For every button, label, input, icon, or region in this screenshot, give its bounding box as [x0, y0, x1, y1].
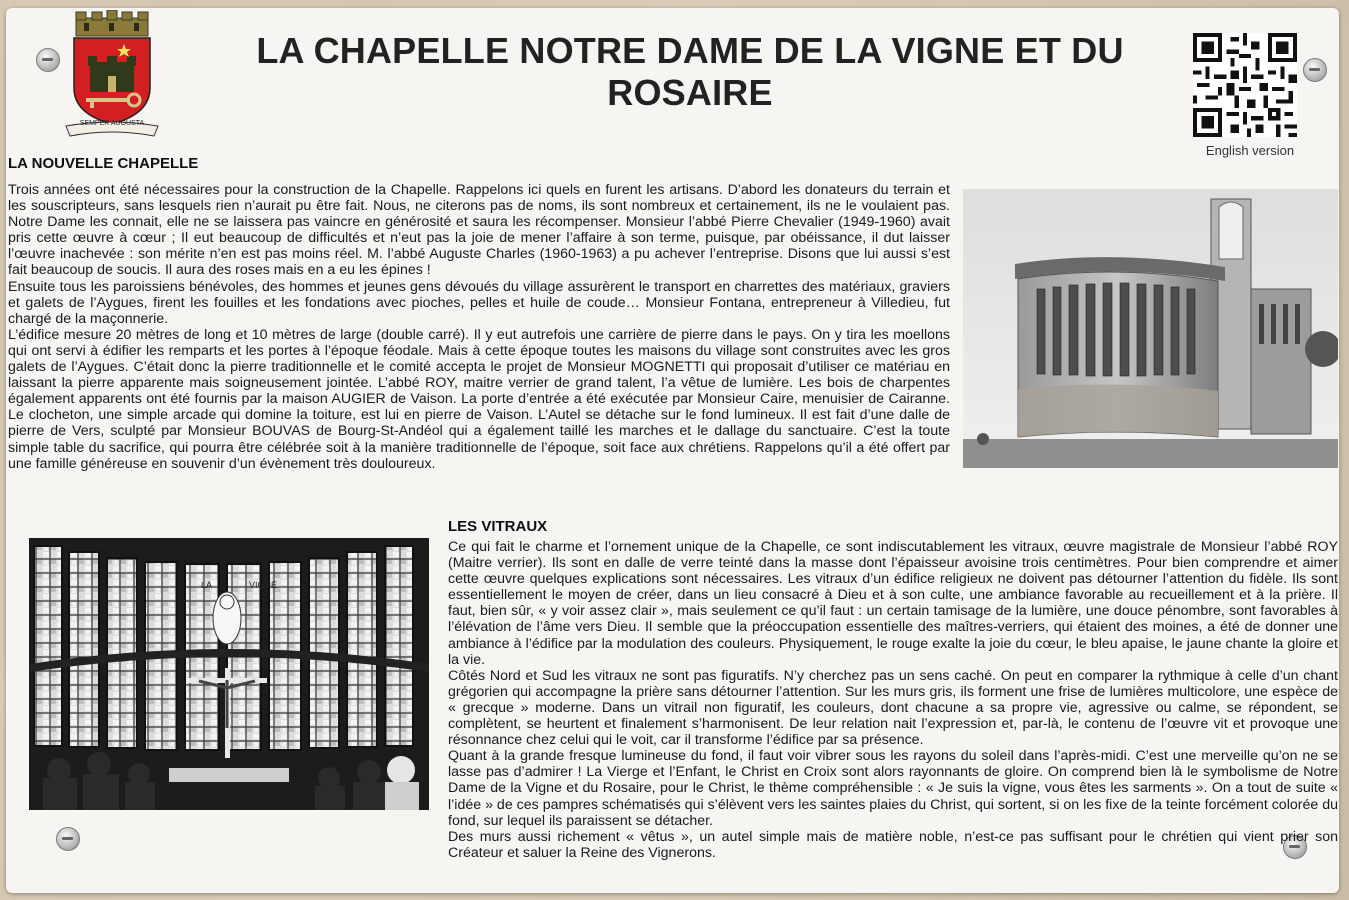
page-title: LA CHAPELLE NOTRE DAME DE LA VIGNE ET DU ROSAIRE: [256, 30, 1124, 113]
screw-top-left: [36, 48, 60, 72]
section-text-stained-glass: [448, 539, 1338, 861]
window-label-right: VIGNE: [249, 580, 278, 590]
paragraph: L’édifice mesure 20 mètres de long et 10 mètres de large (double carré). Il y eut autrefois une carrière de pierre dans le pays. On y tira les moellons qui ont servi à édifier les remparts et les portes à l’époque féodale. Mais à cette époque toutes les maisons du village sont construites avec les gros galets de l’Aygues. C’était donc la pierre traditionnelle et le comité accepta le projet de Monsieur MOGNETTI qui proposait d’utiliser ce matériau en laissant la pierre apparente mais soigneusement jointée. L’abbé ROY, maitre verrier de grand talent, l’a vêtue de lumière. Les bois de charpentes également apparents ont été fournis par la maison AUGIER de Vaison. La porte d’entrée a été exécutée par Monsieur Caire, menuisier de Cairanne. Le clocheton, une simple arcade qui domine la toiture, est lui en pierre de Vaison. L’Autel se détache sur le fond lumineux. Il est fait d’une dalle de pierre de Vers, sculpté par Monsieur BOUVAS de Bourg-St-Andéol qui a également taillé les marches et le dallage du sanctuaire. C’est la toute simple table du sacrifice, qui pourra être célébrée soit à la manière traditionnelle de l’époque, soit face aux chrétiens. Rappelons qu’il a été offert par une famille généreuse en souvenir d’un évènement très douloureux.: [8, 326, 950, 472]
screw-top-right: [1303, 58, 1327, 82]
section-text-new-chapel: [8, 182, 950, 472]
paragraph: Trois années ont été nécessaires pour la construction de la Chapelle. Rappelons ici quels en furent les artisans. D’abord les donateurs du terrain et les souscripteurs, sans lesquels rien n’aurait pu être fait. Nous, ne citerons pas de noms, ils sont nombreux et certainement, ils ne le voulaient pas. Notre Dame les connait, elle ne se laissera pas vaincre en générosité et saura les récompenser. Monsieur l’abbé Pierre Chevalier (1949-1960) avait pris cette œuvre à cœur ; Il eut beaucoup de difficultés et n’eut pas la joie de mener l’affaire à son terme, puisque, par obéissance, il dut laisser l’œuvre inachevée : son mérite n’en est pas moins réel. M. l’abbé Auguste Charles (1960-1963) a pu achever l’entreprise. Disons que lui aussi s’est fait beaucoup de soucis. Il aura des roses mais en a eu les épines !: [8, 182, 950, 279]
qr-code-icon[interactable]: [1193, 30, 1297, 140]
stained-glass-interior-photo: [29, 538, 429, 810]
chapel-exterior-photo: [963, 189, 1338, 468]
section-heading-stained-glass: LES VITRAUX: [448, 518, 548, 535]
paragraph: Côtés Nord et Sud les vitraux ne sont pas figuratifs. N’y cherchez pas un sens caché. On peut en comparer la rythmique à celle d’un chant grégorien qui accompagne la prière sans détourner l’attention. Sur les murs gris, ils forment une frise de lumières multicolore, une espèce de « grecque » moderne. Dans un vitrail non figuratif, les couleurs, dont chacune a sa propre vie, agressive ou calme, se répondent, se complètent, se heurtent et finalement s’harmonisent. De leur relation nait l’expression et, par-là, le contenu de l’œuvre vit et provoque une résonnance chez celui qui le voit, car il transforme l’édifice par sa présence.: [448, 667, 1338, 749]
window-label-left: LA: [201, 580, 213, 590]
paragraph: Ensuite tous les paroissiens bénévoles, des hommes et jeunes gens dévoués du village assurèrent le transport en charrettes des matériaux, graviers et galets de l’Aygues, firent les fouilles et les fondations avec pioches, pelles et huile de coude… Monsieur Fontana, entrepreneur à Villedieu, fut chargé de la maçonnerie.: [8, 278, 950, 327]
english-version-caption: English version: [1205, 143, 1295, 158]
paragraph: Quant à la grande fresque lumineuse du fond, il faut voir vibrer sous les rayons du soleil dans l’après-midi. C’est une merveille qu’on ne se lasse pas d’admirer ! La Vierge et l’Enfant, le Christ en Croix sont alors rayonnants de gloire. On comprend bien là le symbolisme de Notre Dame de la Vigne et du Rosaire, pour le Christ, le thème compréhensible : « Je suis la vigne, vous êtes les sarments ». On a tout de suite « l’idée » de ces pampres schématisés qui s’élèvent vers les saintes plaies du Christ, qui sortent, si on les fixe de la teinte forcément colorée du fond, sur lequel ils paraissent se détacher.: [448, 748, 1338, 829]
crest-motto: SEMPER AUGUSTA: [79, 120, 145, 127]
screw-bottom-left: [56, 827, 80, 851]
section-heading-new-chapel: LA NOUVELLE CHAPELLE: [8, 155, 199, 172]
paragraph: Ce qui fait le charme et l’ornement unique de la Chapelle, ce sont indiscutablement les vitraux, œuvre magistrale de Monsieur l’abbé ROY (Maitre verrier). Ils sont en dalle de verre teinté dans la masse dont l’épaisseur avoisine trois centimètres. Pour bien comprendre et aimer cette œuvre quelques explications sont nécessaires. Les vitraux d’un édifice religieux ne doivent pas détourner l’attention du fidèle. Ils sont essentiellement le moyen de créer, dans un lieu consacré à Dieu et à son culte, une ambiance favorable au recueillement et à la prière. Il faut, bien sûr, « y voir assez clair », mais seulement ce qu’il faut : un certain tamisage de la lumière, une douce pénombre, sont favorables à l’élévation de l’âme vers Dieu. Il semble que la préoccupation essentielle des maîtres-verriers, qui étaient des moines, a été de donner une ambiance à l’édifice par la modulation des couleurs. Physiquement, le rouge exalte la joie du cœur, le bleu apaise, le jaune chante la gloire et la vie.: [448, 539, 1338, 668]
paragraph: Des murs aussi richement « vêtus », un autel simple mais de matière noble, n’est-ce pas suffisant pour le chrétien qui vient prier son Créateur et saluer la Reine des Vignerons.: [448, 828, 1338, 861]
